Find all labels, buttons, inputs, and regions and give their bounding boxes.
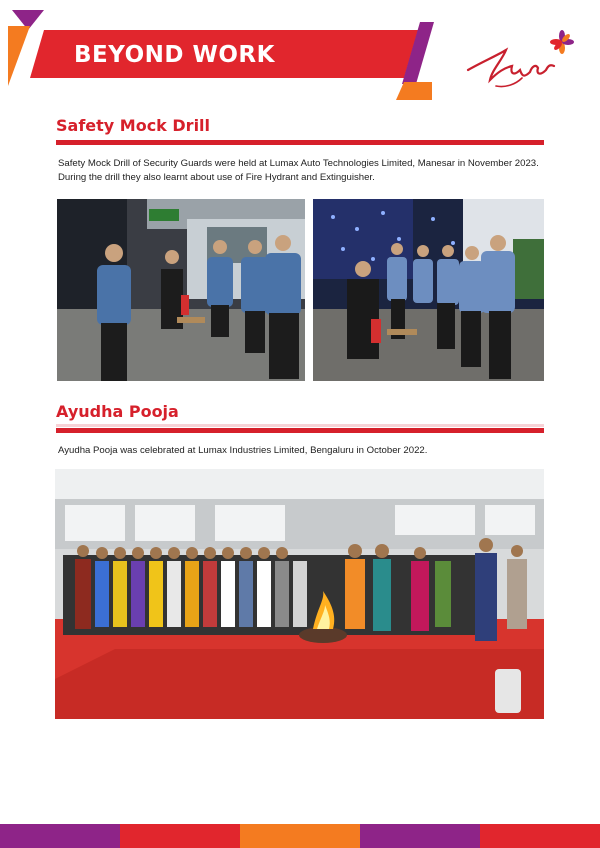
banner-orange-triangle bbox=[8, 26, 30, 86]
section-divider bbox=[56, 140, 544, 145]
photo-mock-drill-entrance bbox=[57, 199, 305, 381]
footer-stripe-segment bbox=[240, 824, 360, 848]
footer-stripe-segment bbox=[360, 824, 480, 848]
section-title-safety-mock-drill: Safety Mock Drill bbox=[56, 116, 211, 135]
section-divider bbox=[56, 428, 544, 433]
section-divider-accent bbox=[56, 424, 544, 427]
footer-stripe-segment bbox=[0, 824, 120, 848]
section-title-ayudha-pooja: Ayudha Pooja bbox=[56, 402, 179, 421]
logo-flower-icon bbox=[550, 30, 574, 54]
photo-ayudha-pooja-celebration bbox=[55, 469, 544, 719]
banner-orange-tail bbox=[396, 82, 432, 100]
photo-mock-drill-extinguisher bbox=[313, 199, 544, 381]
footer-color-stripe bbox=[0, 824, 600, 848]
page-title: BEYOND WORK bbox=[74, 42, 275, 68]
section-text-ayudha-pooja: Ayudha Pooja was celebrated at Lumax Industries Limited, Bengaluru in October 2022. bbox=[58, 445, 428, 456]
footer-stripe-segment bbox=[120, 824, 240, 848]
footer-stripe-segment bbox=[480, 824, 600, 848]
section-text-safety-mock-drill: Safety Mock Drill of Security Guards were held at Lumax Auto Technologies Limited, Manesar in November 2023. During the drill they also learnt about use of Fire Hydrant and Extinguisher. bbox=[58, 158, 539, 183]
sagar-signature-logo bbox=[462, 26, 580, 98]
